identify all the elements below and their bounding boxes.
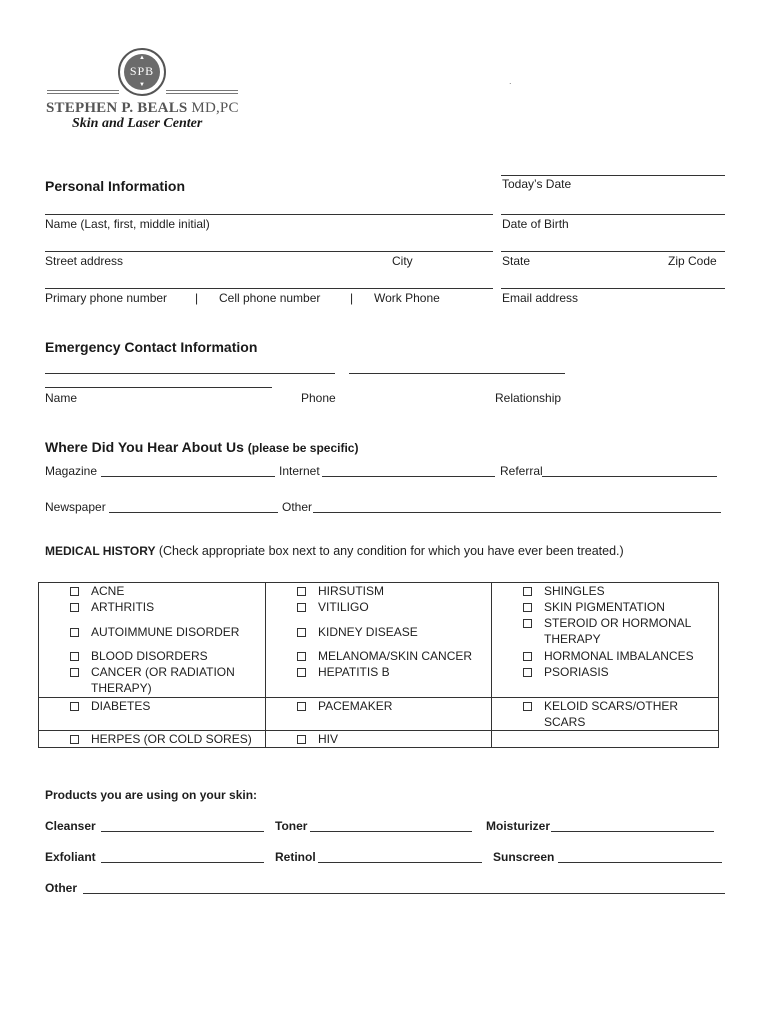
condition-hiv[interactable] — [266, 731, 491, 747]
newspaper-line[interactable] — [109, 512, 278, 513]
phone-separator-2: | — [350, 291, 354, 305]
state-zip-line[interactable] — [501, 251, 725, 252]
checkbox[interactable] — [70, 628, 79, 637]
condition-label: KIDNEY DISEASE — [318, 624, 418, 639]
condition-label: BLOOD DISORDERS — [91, 649, 208, 663]
magazine-label: Magazine — [45, 464, 98, 478]
emergency-phone-line[interactable] — [349, 373, 565, 374]
primary-phone-label: Primary phone number — [45, 291, 168, 305]
toner-line[interactable] — [310, 831, 472, 832]
condition-label: MELANOMA/SKIN CANCER — [318, 649, 473, 663]
empty-cell — [492, 730, 719, 747]
moisturizer-label: Moisturizer — [486, 819, 551, 833]
phone-separator-1: | — [195, 291, 199, 305]
condition-label: PACEMAKER — [318, 698, 393, 713]
checkbox[interactable] — [297, 603, 306, 612]
condition-label: SKIN PIGMENTATION — [544, 600, 665, 614]
exfoliant-label: Exfoliant — [45, 850, 96, 864]
emergency-relationship-line[interactable] — [45, 387, 272, 388]
referral-heading-note: (please be specific) — [247, 441, 359, 455]
checkbox[interactable] — [70, 603, 79, 612]
condition-cancer[interactable] — [39, 664, 265, 696]
checkbox[interactable] — [297, 702, 306, 711]
logo-arrow-down-icon: ▼ — [139, 82, 145, 88]
other-product-line[interactable] — [83, 893, 725, 894]
condition-hormonal-imbalances[interactable] — [492, 648, 718, 664]
moisturizer-line[interactable] — [551, 831, 714, 832]
dob-label: Date of Birth — [502, 217, 569, 231]
condition-vitiligo[interactable] — [266, 599, 491, 615]
checkbox[interactable] — [297, 652, 306, 661]
other-referral-label: Other — [282, 500, 313, 514]
emergency-heading: Emergency Contact Information — [45, 339, 258, 355]
email-line[interactable] — [501, 288, 725, 289]
emergency-relationship-label: Relationship — [495, 391, 562, 405]
checkbox[interactable] — [523, 702, 532, 711]
magazine-line[interactable] — [101, 476, 275, 477]
medical-instruction: (Check appropriate box next to any condition for which you have ever been treated.) — [158, 544, 624, 558]
dob-line[interactable] — [501, 214, 725, 215]
internet-label: Internet — [279, 464, 320, 478]
checkbox[interactable] — [297, 628, 306, 637]
logo-seal — [118, 48, 166, 96]
cleanser-label: Cleanser — [45, 819, 96, 833]
logo-name — [46, 100, 239, 117]
emergency-phone-label: Phone — [301, 391, 336, 405]
internet-line[interactable] — [322, 476, 495, 477]
condition-acne[interactable] — [39, 583, 265, 599]
todays-date-label: Today’s Date — [502, 177, 572, 191]
retinol-label: Retinol — [275, 850, 316, 864]
condition-label: DIABETES — [91, 698, 151, 713]
sunscreen-line[interactable] — [558, 862, 722, 863]
condition-diabetes[interactable] — [39, 698, 265, 714]
checkbox[interactable] — [523, 587, 532, 596]
checkbox[interactable] — [70, 652, 79, 661]
checkbox[interactable] — [70, 668, 79, 677]
street-line[interactable] — [45, 251, 493, 252]
referral-label: Referral — [500, 464, 543, 478]
other-product-label: Other — [45, 881, 78, 895]
newspaper-label: Newspaper — [45, 500, 106, 514]
condition-hepatitis-b[interactable] — [266, 664, 491, 680]
condition-herpes[interactable] — [39, 731, 265, 747]
logo-name-suffix: MD,PC — [191, 100, 239, 116]
condition-label: ACNE — [91, 584, 125, 598]
logo-monogram: SPB — [129, 64, 155, 78]
logo-name-main: STEPHEN P. BEALS — [46, 100, 188, 116]
condition-label: PSORIASIS — [544, 665, 609, 679]
condition-label: HORMONAL IMBALANCES — [544, 649, 694, 663]
condition-pacemaker[interactable] — [266, 698, 491, 714]
referral-heading — [45, 439, 358, 455]
medical-heading — [45, 544, 624, 558]
logo-tagline: Skin and Laser Center — [72, 116, 203, 131]
condition-label: HIRSUTISM — [318, 584, 384, 598]
exfoliant-line[interactable] — [101, 862, 264, 863]
retinol-line[interactable] — [318, 862, 482, 863]
condition-psoriasis[interactable] — [492, 664, 718, 680]
condition-label: STEROID OR HORMONAL THERAPY — [544, 616, 691, 646]
sunscreen-label: Sunscreen — [493, 850, 555, 864]
referral-heading-text: Where Did You Hear About Us — [45, 439, 244, 455]
condition-hirsutism[interactable] — [266, 583, 491, 599]
products-heading: Products you are using on your skin: — [45, 788, 258, 802]
checkbox[interactable] — [523, 603, 532, 612]
work-phone-label: Work Phone — [374, 291, 440, 305]
condition-label: HIV — [318, 731, 339, 746]
personal-heading: Personal Information — [45, 178, 186, 194]
checkbox[interactable] — [297, 735, 306, 744]
checkbox[interactable] — [70, 702, 79, 711]
checkbox[interactable] — [297, 668, 306, 677]
checkbox[interactable] — [70, 587, 79, 596]
condition-label: KELOID SCARS/OTHER SCARS — [544, 698, 679, 729]
checkbox[interactable] — [523, 668, 532, 677]
condition-label: CANCER (OR RADIATION THERAPY) — [91, 665, 235, 695]
condition-shingles[interactable] — [492, 583, 718, 599]
emergency-name-label: Name — [45, 391, 78, 405]
state-label: State — [502, 254, 531, 268]
todays-date-line[interactable] — [501, 175, 725, 176]
city-label: City — [392, 254, 413, 268]
logo-rule-right-2 — [166, 93, 238, 94]
checkbox[interactable] — [70, 735, 79, 744]
medical-heading-title: MEDICAL HISTORY — [45, 544, 156, 558]
toner-label: Toner — [275, 819, 308, 833]
logo-rule-left-2 — [47, 93, 119, 94]
phone-line[interactable] — [45, 288, 493, 289]
condition-label: ARTHRITIS — [91, 600, 155, 614]
zip-label: Zip Code — [668, 254, 717, 268]
cleanser-line[interactable] — [101, 831, 264, 832]
name-label: Name (Last, first, middle initial) — [45, 217, 210, 231]
other-referral-line[interactable] — [313, 512, 721, 513]
condition-melanoma[interactable] — [266, 648, 491, 664]
stray-dot: . — [509, 76, 512, 86]
condition-skin-pigmentation[interactable] — [492, 599, 718, 615]
logo-rule-right — [166, 90, 238, 91]
logo-rule-left — [47, 90, 119, 91]
condition-label: HEPATITIS B — [318, 665, 390, 679]
name-line[interactable] — [45, 214, 493, 215]
logo-arrow-up-icon: ▲ — [139, 55, 145, 61]
checkbox[interactable] — [297, 587, 306, 596]
checkbox[interactable] — [523, 652, 532, 661]
condition-steroid-hormonal[interactable] — [492, 615, 718, 647]
condition-blood-disorders[interactable] — [39, 648, 265, 664]
emergency-name-line[interactable] — [45, 373, 335, 374]
condition-arthritis[interactable] — [39, 599, 265, 615]
condition-label: HERPES (OR COLD SORES) — [91, 731, 252, 746]
email-label: Email address — [502, 291, 579, 305]
cell-phone-label: Cell phone number — [219, 291, 321, 305]
condition-label: SHINGLES — [544, 584, 605, 598]
referral-line[interactable] — [542, 476, 717, 477]
condition-label: AUTOIMMUNE DISORDER — [91, 624, 240, 639]
condition-autoimmune[interactable] — [39, 624, 265, 640]
street-label: Street address — [45, 254, 124, 268]
condition-label: VITILIGO — [318, 600, 369, 614]
medical-history-table — [38, 582, 719, 748]
checkbox[interactable] — [523, 619, 532, 628]
condition-kidney-disease[interactable] — [266, 624, 491, 640]
condition-keloid-scars[interactable] — [492, 698, 718, 730]
